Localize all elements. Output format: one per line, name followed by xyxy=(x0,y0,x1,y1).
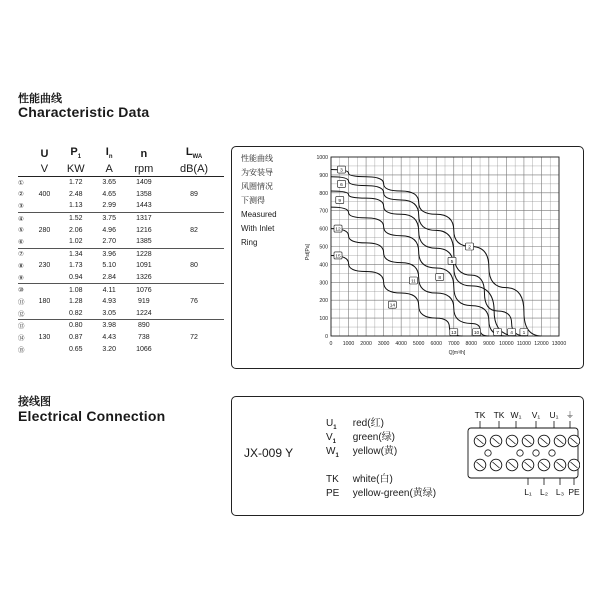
table-header-symbols xyxy=(18,146,224,161)
cell-idx: ② xyxy=(18,191,24,199)
cell-in: 2.70 xyxy=(95,236,124,248)
table-header-units: V KW A rpm dB(A) xyxy=(18,161,224,177)
table-row xyxy=(18,320,224,332)
cell-in: 3.20 xyxy=(102,345,116,353)
cell-idx: ⑫ xyxy=(18,308,32,320)
cell-p1: 0.94 xyxy=(57,272,95,284)
cell-p1: 1.34 xyxy=(68,250,83,258)
curve-marker-label: 2 xyxy=(468,245,471,251)
cell-u xyxy=(32,308,57,320)
cell-in: 3.75 xyxy=(102,215,116,223)
x-tick-label: 0 xyxy=(329,341,333,347)
curve-14 xyxy=(331,255,463,336)
legend-line: With Inlet xyxy=(241,224,275,233)
x-tick-label: 4000 xyxy=(395,341,407,347)
terminal-bottom-label: L₃ xyxy=(555,487,565,497)
cell-idx: ⑦ xyxy=(18,251,24,259)
x-axis-label: Q[m³/h] xyxy=(448,350,466,356)
characteristic-table xyxy=(18,146,224,355)
terminal-top-label: U₁ xyxy=(549,410,559,420)
cell-n: 1326 xyxy=(124,272,164,284)
terminal-block-diagram xyxy=(466,408,580,508)
legend-line: 为安装导 xyxy=(241,168,273,177)
cell-idx: ③ xyxy=(18,200,32,212)
curve-marker-label: 1 xyxy=(522,331,526,336)
cell-idx: ⑤ xyxy=(18,227,24,235)
x-tick-label: 2000 xyxy=(360,341,372,347)
curve-marker-label: 5 xyxy=(450,259,454,265)
table-row xyxy=(18,308,224,320)
cell-p1: 0.65 xyxy=(68,345,83,353)
wire-row: $W_1$ yellow(黄) xyxy=(326,446,398,459)
cell-in: 3.05 xyxy=(95,308,124,320)
cell-in: 2.99 xyxy=(95,200,124,212)
header-n: n xyxy=(140,147,148,160)
curve-marker-label: 14 xyxy=(389,303,396,309)
cell-in: 2.84 xyxy=(95,272,124,284)
terminal-top-label: ⏚ xyxy=(565,410,575,420)
cell-in: 5.10 xyxy=(102,262,116,270)
cell-n: 1066 xyxy=(136,345,152,353)
curve-marker-label: 4 xyxy=(510,331,513,336)
y-tick-label: 1000 xyxy=(316,155,328,161)
cell-u xyxy=(32,320,57,332)
cell-idx: ⑥ xyxy=(18,236,32,248)
cell-lwa xyxy=(164,308,224,320)
cell-lwa xyxy=(164,284,224,296)
cell-in: 3.65 xyxy=(102,179,116,187)
table-body xyxy=(18,177,224,355)
cell-lwa: 80 xyxy=(190,262,198,270)
cell-n: 1224 xyxy=(124,308,164,320)
cell-in: 4.43 xyxy=(102,334,116,342)
cell-p1: 1.08 xyxy=(68,286,83,294)
cell-in: 3.96 xyxy=(102,250,116,258)
terminal-link xyxy=(485,450,491,456)
legend-line: Ring xyxy=(241,238,258,247)
cell-u: 230 xyxy=(38,262,51,270)
y-tick-label: 600 xyxy=(319,226,328,233)
cell-lwa: 89 xyxy=(190,190,198,198)
cell-in: 4.93 xyxy=(102,298,116,306)
cell-p1: 0.87 xyxy=(68,334,83,342)
cell-p1: 2.48 xyxy=(68,190,83,198)
cell-in: 4.65 xyxy=(102,190,116,198)
y-tick-label: 800 xyxy=(319,190,328,197)
cell-lwa: 82 xyxy=(190,226,198,234)
legend-line: 性能曲线 xyxy=(241,154,273,163)
terminal-top-label: TK xyxy=(474,410,486,420)
header-in: $I_n$ xyxy=(105,146,113,161)
cell-lwa xyxy=(164,272,224,284)
terminal-top-label: W₁ xyxy=(510,410,522,420)
terminal-link xyxy=(517,450,523,456)
cell-u xyxy=(32,272,57,284)
curve-marker-label: 3 xyxy=(340,168,343,174)
wire-row: $V_1$ green(绿) xyxy=(326,432,396,445)
x-tick-label: 6000 xyxy=(430,341,443,347)
table-row xyxy=(18,248,224,260)
y-tick-label: 300 xyxy=(319,280,328,287)
curve-marker-label: 13 xyxy=(451,331,457,336)
legend-line: 下测得 xyxy=(241,196,265,205)
table-row xyxy=(18,272,224,284)
cell-u: 400 xyxy=(38,190,51,198)
x-tick-label: 13000 xyxy=(551,341,567,347)
cell-idx: ⑬ xyxy=(18,323,25,331)
table-row xyxy=(18,260,224,272)
header-lwa: $L_{WA}$ xyxy=(185,146,203,161)
header-u: U xyxy=(40,147,49,160)
model-label: JX-009 Y xyxy=(244,446,294,460)
terminal-bottom-label: PE xyxy=(568,487,580,497)
cell-lwa xyxy=(164,236,224,248)
y-tick-label: 500 xyxy=(319,244,328,251)
curve-marker-label: 6 xyxy=(340,182,343,188)
cell-lwa: 76 xyxy=(190,298,198,306)
cell-u xyxy=(32,284,57,296)
cell-u xyxy=(32,236,57,248)
x-tick-label: 1000 xyxy=(342,341,355,347)
cell-p1: 1.28 xyxy=(68,298,83,306)
cell-in: 3.98 xyxy=(102,322,116,330)
cell-u xyxy=(32,212,57,224)
x-tick-label: 5000 xyxy=(412,341,425,347)
x-tick-label: 10000 xyxy=(499,341,514,347)
cell-lwa xyxy=(164,212,224,224)
cell-n: 1385 xyxy=(124,236,164,248)
cell-lwa xyxy=(164,343,224,355)
cell-idx: ⑭ xyxy=(18,335,25,343)
cell-lwa xyxy=(164,177,224,189)
cell-n: 890 xyxy=(138,322,150,330)
x-tick-label: 7000 xyxy=(447,341,460,347)
cell-idx: ⑧ xyxy=(18,262,24,270)
cell-n: 1216 xyxy=(136,226,152,234)
cell-n: 1228 xyxy=(136,250,152,258)
table-row xyxy=(18,212,224,224)
y-axis-label: Pst[Pa] xyxy=(305,243,311,261)
legend-line: Measured xyxy=(241,210,277,219)
x-tick-label: 3000 xyxy=(377,341,390,347)
wire-row: TK white(白) xyxy=(326,474,393,485)
y-tick-label: 700 xyxy=(319,208,328,215)
cell-u: 180 xyxy=(38,298,51,306)
cell-lwa xyxy=(164,248,224,260)
cell-u xyxy=(32,248,57,260)
table-row xyxy=(18,177,224,189)
cell-idx: ⑩ xyxy=(18,287,24,295)
cell-u xyxy=(32,200,57,212)
x-tick-label: 11000 xyxy=(516,341,531,347)
cell-lwa: 72 xyxy=(190,334,198,342)
terminal-link xyxy=(533,450,539,456)
y-tick-label: 100 xyxy=(319,316,328,323)
cell-p1: 0.82 xyxy=(57,308,95,320)
table-row xyxy=(18,296,224,308)
legend-line: 风圈情况 xyxy=(241,182,273,191)
cell-n: 1091 xyxy=(136,262,152,270)
table-row xyxy=(18,332,224,344)
section-title-cn: 性能曲线 xyxy=(18,93,62,105)
cell-p1: 1.72 xyxy=(68,179,83,187)
curve-marker-label: 15 xyxy=(335,254,341,260)
y-tick-label: 0 xyxy=(325,334,328,340)
cell-idx: ⑪ xyxy=(18,299,25,307)
cell-n: 1317 xyxy=(136,215,152,223)
cell-n: 1076 xyxy=(136,286,152,294)
section-title-en-2: Electrical Connection xyxy=(18,408,166,424)
cell-u: 280 xyxy=(38,226,51,234)
cell-in: 4.11 xyxy=(102,286,116,294)
terminal-link xyxy=(549,450,555,456)
wire-row: PE yellow-green(黄绿) xyxy=(326,488,437,499)
cell-u xyxy=(32,343,57,355)
cell-n: 1443 xyxy=(124,200,164,212)
cell-p1: 1.13 xyxy=(57,200,95,212)
cell-lwa xyxy=(164,320,224,332)
terminal-top-label: TK xyxy=(493,410,505,420)
y-tick-label: 900 xyxy=(319,172,328,179)
table-row xyxy=(18,200,224,212)
cell-p1: 1.02 xyxy=(57,236,95,248)
wire-row: $U_1$ red(红) xyxy=(326,418,384,431)
y-tick-label: 400 xyxy=(319,262,328,269)
section-title-cn-2: 接线图 xyxy=(18,396,51,408)
terminal-top-label: V₁ xyxy=(531,410,541,420)
cell-u: 130 xyxy=(38,334,51,342)
table-row xyxy=(18,343,224,355)
cell-n: 1409 xyxy=(136,179,152,187)
cell-idx: ⑨ xyxy=(18,272,32,284)
cell-p1: 1.73 xyxy=(68,262,83,270)
cell-idx: ① xyxy=(18,179,24,187)
terminal-bottom-label: L₁ xyxy=(524,487,532,497)
cell-idx: ⑮ xyxy=(18,346,25,354)
x-tick-label: 9000 xyxy=(483,341,495,347)
curve-marker-label: 9 xyxy=(338,198,342,204)
performance-chart xyxy=(231,146,584,369)
cell-n: 1358 xyxy=(136,190,152,198)
cell-p1: 2.06 xyxy=(68,226,83,234)
terminal-bottom-label: L₂ xyxy=(539,487,549,497)
cell-lwa xyxy=(164,200,224,212)
curve-marker-label: 7 xyxy=(496,331,499,336)
section-title-en: Characteristic Data xyxy=(18,104,150,120)
cell-p1: 0.80 xyxy=(68,322,83,330)
table-row xyxy=(18,189,224,201)
x-tick-label: 12000 xyxy=(534,341,549,347)
table-row xyxy=(18,284,224,296)
cell-u xyxy=(32,177,57,189)
curve-2 xyxy=(331,177,526,336)
table-row xyxy=(18,236,224,248)
cell-n: 919 xyxy=(138,298,150,306)
curve-marker-label: 10 xyxy=(473,331,480,336)
table-row xyxy=(18,224,224,236)
cell-n: 738 xyxy=(138,334,150,342)
curve-marker-label: 11 xyxy=(410,279,416,285)
curve-marker-label: 12 xyxy=(335,227,341,233)
curve-marker-label: 8 xyxy=(438,275,442,281)
y-tick-label: 200 xyxy=(319,298,328,305)
x-tick-label: 8000 xyxy=(465,341,478,347)
header-p1: $P_1$ xyxy=(70,146,82,161)
cell-idx: ④ xyxy=(18,215,24,223)
cell-in: 4.96 xyxy=(102,226,116,234)
cell-p1: 1.52 xyxy=(68,215,83,223)
